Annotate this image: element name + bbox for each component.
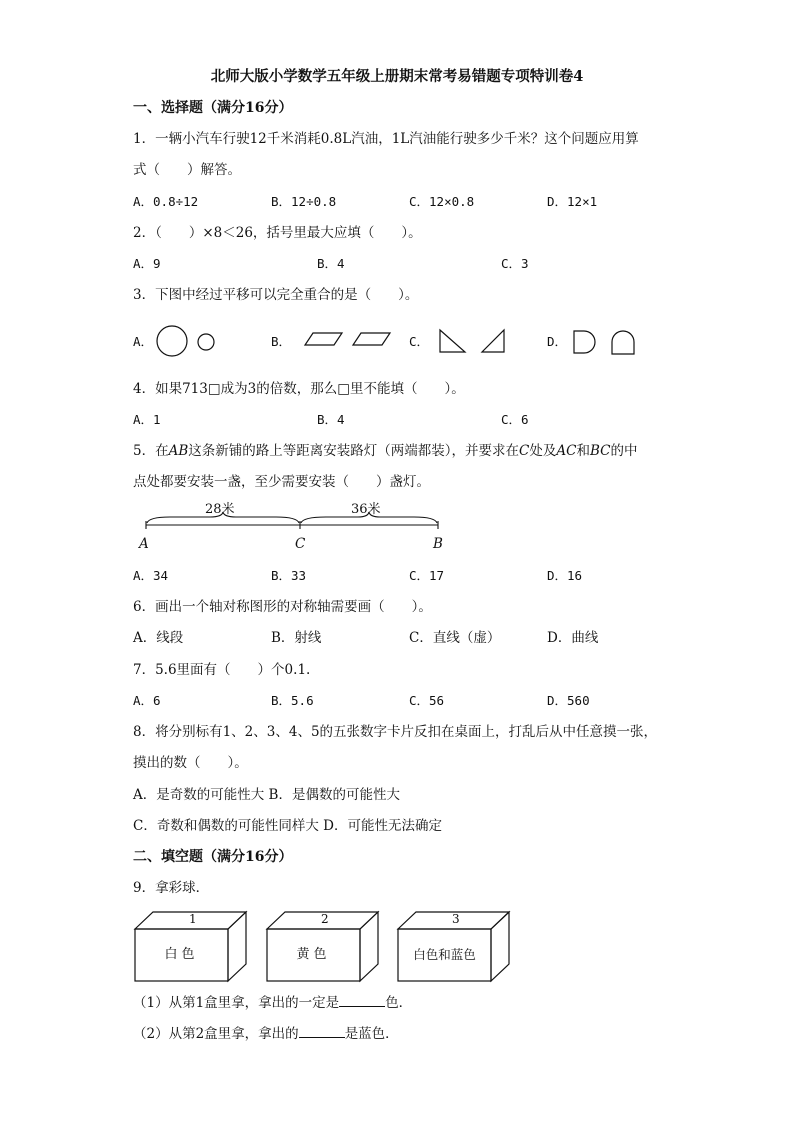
question-1-line2: 式（ ）解答。 — [133, 162, 241, 178]
q2-option-a: A．9 — [133, 256, 161, 271]
length-label-cb: 36米 — [351, 502, 381, 517]
q3-label-c: C． — [409, 334, 430, 349]
q2-option-b: B．4 — [317, 256, 345, 271]
q6-option-c: C．直线（虚） — [409, 630, 501, 646]
q4-option-a: A．1 — [133, 412, 161, 427]
q9-sub1: （1）从第1盒里拿，拿出的一定是 色． — [133, 995, 413, 1011]
box-3-content: 白色和蓝色 — [413, 947, 476, 962]
question-3-line1: 3．下图中经过平移可以完全重合的是（ ）。 — [133, 287, 419, 303]
q5-option-c: C．17 — [409, 568, 445, 583]
question-9-line1: 9．拿彩球． — [133, 880, 210, 896]
box-1-number: 1 — [189, 912, 197, 926]
q1-option-c: C．12×0.8 — [409, 194, 475, 209]
section-heading-choice: 一、选择题（满分16分） — [133, 100, 293, 116]
question-1-line1: 1．一辆小汽车行驶12千米消耗0.8L汽油，1L汽油能行驶多少千米？这个问题应用算 — [133, 131, 639, 147]
q8-options-cd: C．奇数和偶数的可能性同样大 D．可能性无法确定 — [133, 818, 442, 834]
q8-options-ab: A．是奇数的可能性大 B．是偶数的可能性大 — [133, 787, 400, 803]
question-5-line2: 点处都要安装一盏，至少需要安装（ ）盏灯。 — [133, 474, 430, 490]
point-label-a: A — [139, 536, 149, 552]
box-3-number: 3 — [452, 912, 460, 926]
question-2-line1: 2．（ ）×8＜26，括号里最大应填（ ）。 — [133, 225, 422, 241]
question-8-line1: 8．将分别标有1、2、3、4、5的五张数字卡片反扣在桌面上，打乱后从中任意摸一张， — [133, 724, 658, 740]
question-7-line1: 7．5.6里面有（ ）个0.1. — [133, 662, 311, 678]
point-label-c: C — [295, 536, 306, 552]
length-label-ac: 28米 — [205, 502, 235, 517]
q9-sub2: （2）从第2盒里拿，拿出的 是蓝色． — [133, 1026, 399, 1042]
q3-label-b: B． — [271, 334, 292, 349]
q9-sub2-blank[interactable] — [299, 1025, 345, 1038]
q6-option-a: A．线段 — [133, 630, 184, 646]
q6-option-d: D．曲线 — [547, 630, 599, 646]
q4-option-c: C．6 — [501, 412, 529, 427]
q3-label-d: D． — [547, 334, 568, 349]
q3-label-a: A． — [133, 334, 154, 349]
box-2-number: 2 — [321, 912, 329, 926]
q7-option-a: A．6 — [133, 693, 161, 708]
q7-option-d: D．560 — [547, 693, 590, 708]
q2-option-c: C．3 — [501, 256, 529, 271]
q4-option-b: B．4 — [317, 412, 345, 427]
question-8-line2: 摸出的数（ ）。 — [133, 755, 248, 771]
page-title: 北师大版小学数学五年级上册期末常考易错题专项特训卷4 — [210, 68, 584, 85]
point-label-b: B — [433, 536, 443, 552]
q7-option-b: B．5.6 — [271, 693, 314, 708]
q5-option-a: A．34 — [133, 568, 169, 583]
q1-option-d: D．12×1 — [547, 194, 598, 209]
q1-option-b: B．12÷0.8 — [271, 194, 337, 209]
question-6-line1: 6．画出一个轴对称图形的对称轴需要画（ ）。 — [133, 599, 432, 615]
question-4-line1: 4．如果713□成为3的倍数，那么□里不能填（ ）。 — [133, 381, 465, 397]
q9-sub1-blank[interactable] — [339, 994, 385, 1007]
question-5-line1: 5．在AB这条新铺的路上等距离安装路灯（两端都装），并要求在C处及AC和BC的中 — [133, 443, 638, 459]
box-1-content: 白色 — [164, 947, 199, 962]
q6-option-b: B．射线 — [271, 630, 322, 646]
q5-option-b: B．33 — [271, 568, 307, 583]
section-heading-fill: 二、填空题（满分16分） — [133, 849, 293, 865]
q1-option-a: A．0.8÷12 — [133, 194, 199, 209]
q5-option-d: D．16 — [547, 568, 583, 583]
q7-option-c: C．56 — [409, 693, 445, 708]
box-2-content: 黄色 — [296, 947, 331, 962]
